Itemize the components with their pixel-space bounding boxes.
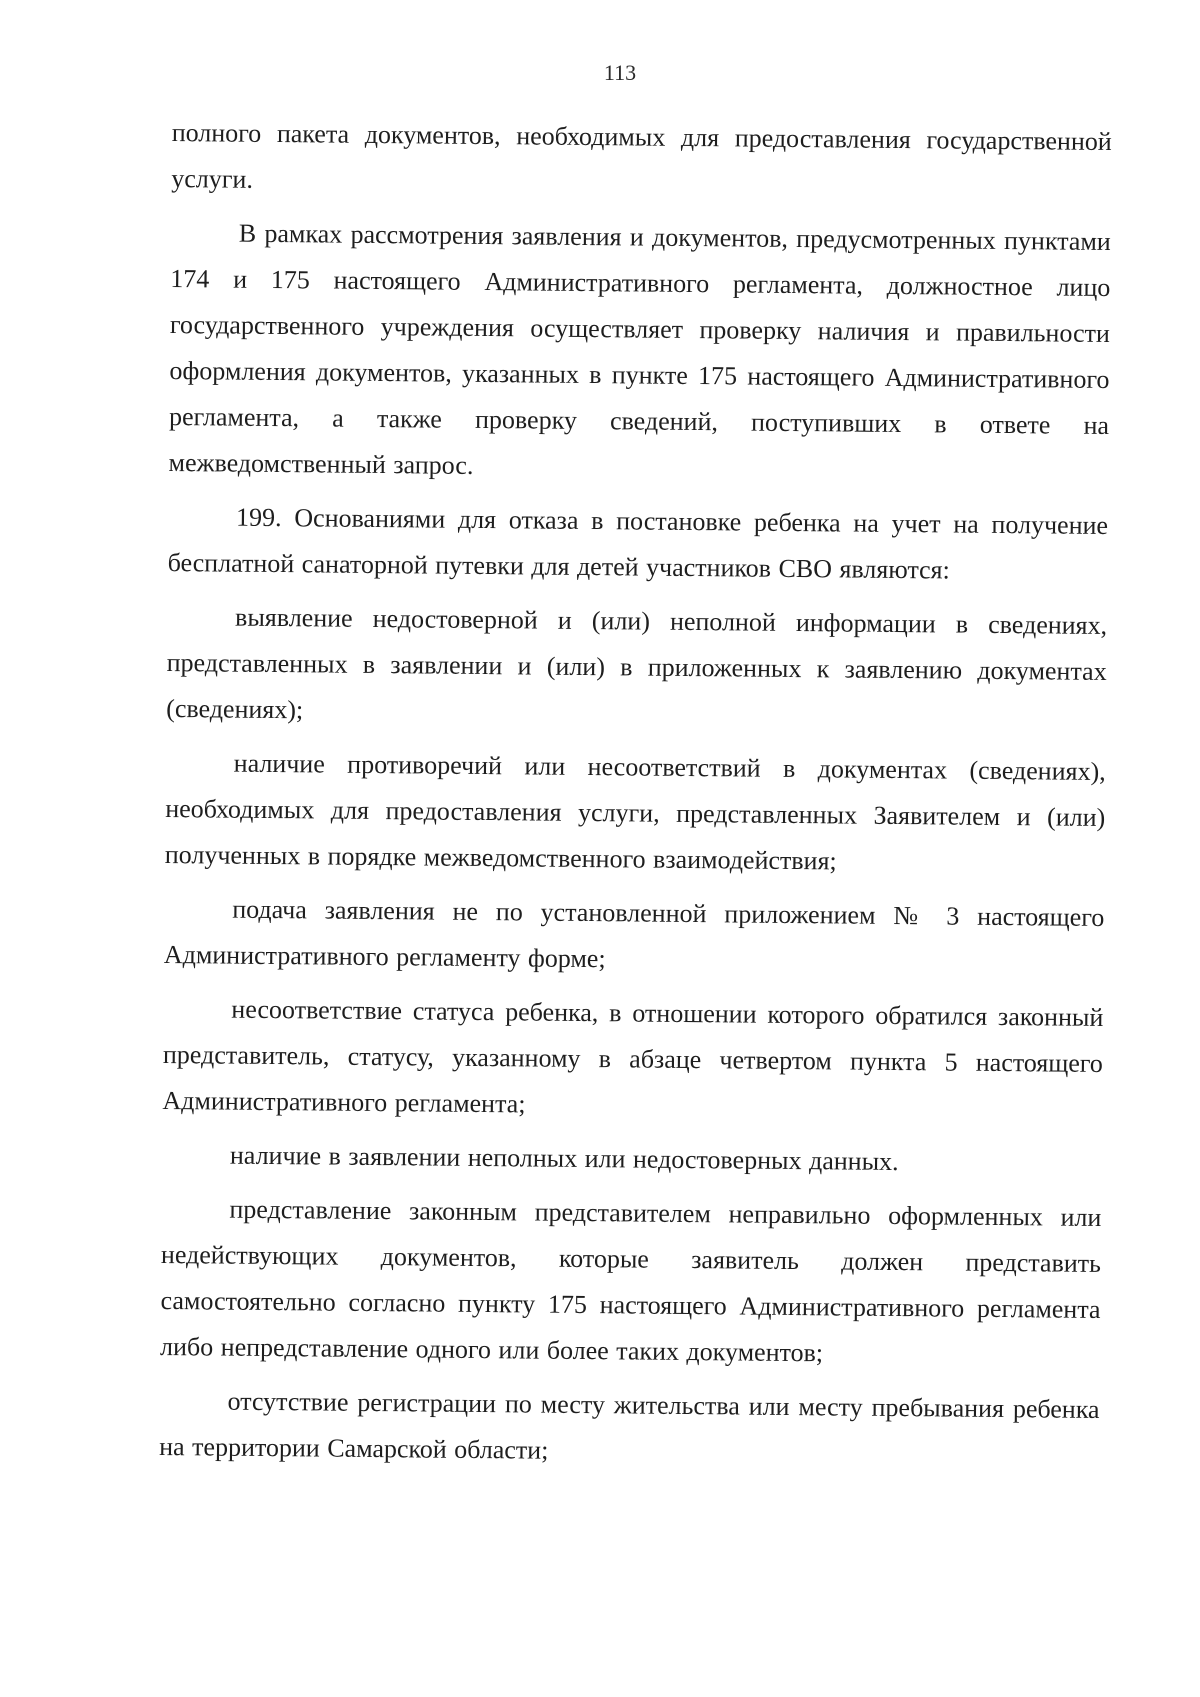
document-body [159, 110, 1112, 1479]
paragraph-ground-contradictions: наличие противоречий или несоответствий в документах (сведениях), необходимых для предоставления услуги, представленных Заявителем и (или) полученных в порядке межведомственного взаимодействия; [164, 748, 1106, 876]
paragraph-review-scope: В рамках рассмотрения заявления и документов, предусмотренных пунктами 174 и 175 настоящего Административного регламента, должностное лицо государственного учреждения осуществляет проверку наличия и правильности оформления документов, указанных в пункте 175 настоящего Административного регламента, а также проверку сведений, поступивших в ответе на межведомственный запрос. [168, 218, 1111, 480]
paragraph-ground-wrong-form: подача заявления не по установленной приложением № 3 настоящего Административного регламенту форме; [163, 894, 1105, 974]
paragraph-ground-invalid-documents: представление законным представителем неправильно оформленных или недействующих документов, которые заявитель должен представить самостоятельно согласно пункту 175 настоящего Административного регламента либо непредставление одного или более таких документов; [159, 1194, 1102, 1368]
paragraph-ground-incomplete-data: наличие в заявлении неполных или недостоверных данных. [229, 1140, 899, 1177]
paragraph-ground-unreliable-info: выявление недостоверной и (или) неполной информации в сведениях, представленных в заявлении и (или) в приложенных к заявлению документах (сведениях); [166, 602, 1108, 725]
paragraph-ground-status-mismatch: несоответствие статуса ребенка, в отношении которого обратился законный представитель, статусу, указанному в абзаце четвертом пункта 5 настоящего Административного регламента; [162, 994, 1104, 1119]
paragraph-refusal-grounds-heading: 199. Основаниями для отказа в постановке ребенка на учет на получение бесплатной санаторной путевки для детей участников СВО являются: [167, 502, 1109, 585]
page-number: 113 [603, 60, 637, 85]
paragraph-ground-no-registration: отсутствие регистрации по месту жительства или месту пребывания ребенка на территории Самарской области; [159, 1386, 1100, 1465]
paragraph-continuation: полного пакета документов, необходимых для предоставления государственной услуги. [171, 117, 1112, 194]
